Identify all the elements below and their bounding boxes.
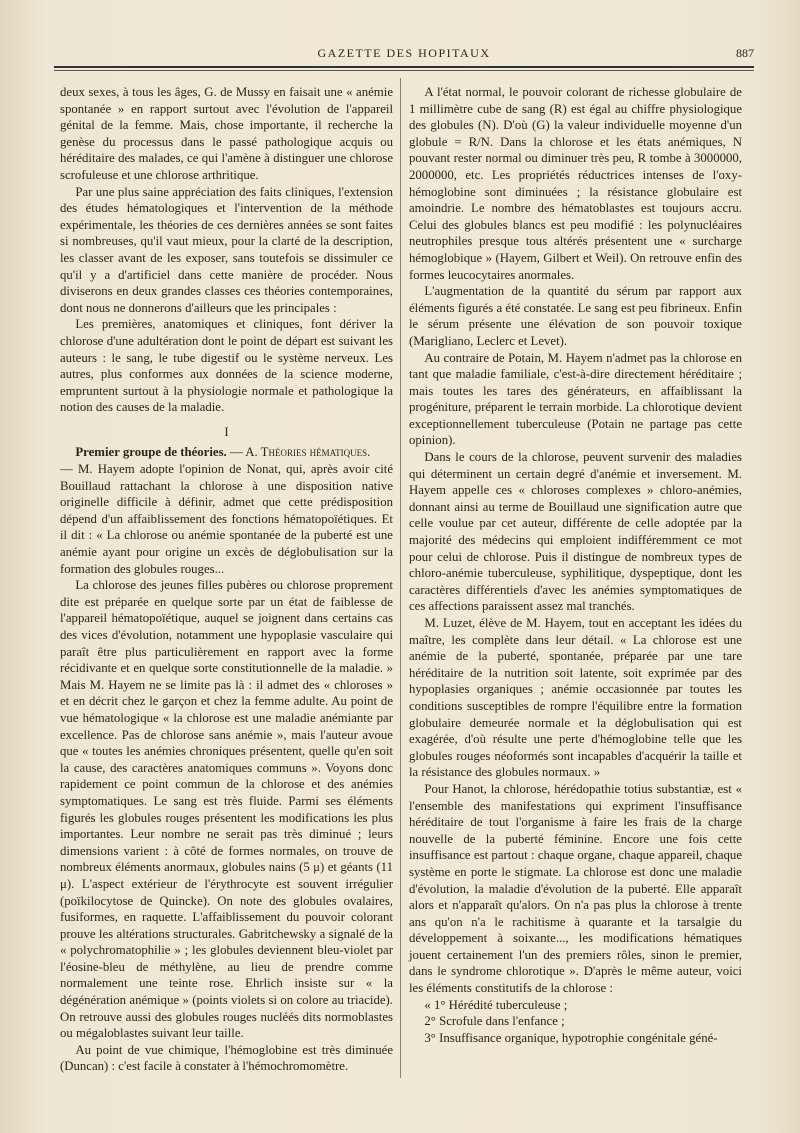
paragraph: Les premières, anatomiques et cliniques, font dériver la chlorose d'une adultération dont le point de départ est suivant les auteurs : le sang, le tube digestif ou le système nerveux. Les autres, plus conformes aux données de la science moderne, empruntent surtout à la physiologie normale et pathologique la notion des causes de la maladie. [60, 317, 393, 415]
section-heading: Premier groupe de théories. [75, 445, 227, 460]
paragraph: La chlorose des jeunes filles pubères ou chlorose proprement dite est préparée en quelque sorte par un état de faiblesse de l'appareil hématopoïétique, auquel se joignent dans certains cas des vices d'évolution, notamment une hypoplasie vasculaire qui paraît être plus particulièrement en rapport avec la forme récidivante et en quelque sorte constitutionnelle de la maladie. » Mais M. Hayem ne se limite pas là : il admet des « chloroses » et en décrit chez le garçon et chez la femme adulte. Au point de vue hématologique « la chlorose est une maladie anémiante par excellence. Pas de chlorose sans anémie », mais l'auteur avoue que « toutes les anémies chroniques présentent, quelle qu'en soit la cause, des caractères anatomiques communs ». Voyons donc rapidement ce point commun de la chlorose et des anémies symptomatiques. Le sang est très fluide. Parmi ses éléments figurés les globules rouges présentent les modifications les plus importantes. Leur nombre ne serait pas très diminué ; leurs dimensions varient : à côté de formes normales, on trouve de nombreux éléments anormaux, globules nains (5 μ) et géants (11 μ). L'aspect extérieur de l'érythrocyte est souvent irrégulier (poïkilocytose de Quincke). On note des globules ovalaires, fusiformes, en raquette. L'affaiblissement du pouvoir colorant prouve les altérations structurales. Gabritchewsky a signalé de la « polychromatophilie » ; les globules deviennent bleu-violet par l'éosine-bleu de méthylène, au lieu de prendre comme normalement une teinte rose. Ehrlich insiste sur « la dégénération anémique » (points violets si on colore au triacide). On retrouve aussi des globules rouges nucléés dits normoblastes ou mégaloblastes suivant leur taille. [60, 578, 393, 1041]
paragraph: M. Luzet, élève de M. Hayem, tout en acceptant les idées du maître, les complète dans leur détail. « La chlorose est une anémie de la puberté, spontanée, préparée par une tare héréditaire de la nutrition soit latente, soit exprimée par des hypoplasies organiques ; anémie occasionnée par toutes les conditions susceptibles de rompre l'équilibre entre la formation globulaire demeurée normale et la déglobulisation qui est exagérée, d'où résulte une perte d'hémoglobine telle que les globules rouges néoformés sont incapables d'acquérir la taille et la résistance des globules normaux. » [409, 616, 742, 780]
journal-title: GAZETTE DES HOPITAUX [317, 46, 491, 60]
paragraph: Dans le cours de la chlorose, peuvent survenir des maladies qui déterminent un certain degré d'anémie et inversement. M. Hayem appelle ces « chloroses complexes » chloro-anémies, donnant ainsi au terme de Bouillaud une signification autre que celle voulue par cet auteur, différente de celle adoptée par la majorité des médecins qui emploient indifféremment ce mot pour celui de chlorose. Puis il distingue de nombreux types de chloro-anémie tuberculeuse, syphilitique, dyspeptique, dont les caractères différentiels d'avec les anémies symptomatiques de ces affections paraissent assez mal tranchés. [409, 450, 742, 614]
right-column [409, 84, 742, 1046]
paragraph: A l'état normal, le pouvoir colorant de richesse globulaire de 1 millimètre cube de sang (R) est égal au chiffre physiologique des globules (N). D'où (G) la valeur individuelle moyenne d'un globule = R/N. Dans la chlorose et les états anémiques, N pouvant rester normal ou diminuer très peu, R tombe à 3000000, 2000000, etc. Les propriétés réductrices intenses de l'oxy-hémoglobine sont diminuées ; la résistance globulaire est amoindrie. Le nombre des hématoblastes est toujours accru. Celui des globules blancs est peu modifié : les polynucléaires neutrophiles presque tous altérés présentent une « surcharge hémoglobique » (Hayem, Gilbert et Weil). On retrouve enfin des formes leucocytaires anormales. [409, 85, 742, 282]
section-heading-line [60, 444, 393, 461]
paragraph: Pour Hanot, la chlorose, hérédopathie totius substantiæ, est « l'ensemble des manifestations qui expriment l'insuffisance héréditaire de tout l'organisme à faire les frais de la charge nouvelle de la puberté féminine. Encore une fois cette insuffisance est partout : chaque organe, chaque appareil, chaque système en porte le stigmate. La chlorose est donc une maladie d'évolution, la maladie d'évolution de la puberté. Elle apparaît alors et n'apparaît qu'alors. On n'a pas plus la chlorose à trente ans qu'on n'a le rachitisme à quarante et la tarsalgie du développement à soixante..., les modifications hématiques jouent certainement l'un des premiers rôles, sinon le premier, dans le syndrome chlorotique ». D'après le même auteur, voici les éléments constitutifs de la chlorose : [409, 781, 742, 996]
left-column [60, 84, 393, 1075]
page-number: 887 [736, 46, 754, 60]
list-item: 2° Scrofule dans l'enfance ; [424, 1014, 565, 1029]
section-numeral: I [224, 424, 229, 439]
paragraph: L'augmentation de la quantité du sérum par rapport aux éléments figurés a été constatée. Le sang est peu fibrineux. Enfin le sérum présente une élévation de son pouvoir toxique (Marigliano, Leclerc et Levet). [409, 284, 742, 348]
paragraph: deux sexes, à tous les âges, G. de Mussy en faisait une « anémie spontanée » en rapport surtout avec l'évolution de l'appareil génital de la femme. Mais, chose importante, il recherche la genèse du processus dans le passé pathologique acquis ou héréditaire des malades, ce qui l'amène à distinguer une chlorose scrofuleuse et une chlorose arthritique. [60, 85, 393, 182]
column-divider [400, 78, 401, 1078]
paragraph: Au point de vue chimique, l'hémoglobine est très diminuée (Duncan) : c'est facile à constater à l'hémochromomètre. [60, 1042, 393, 1074]
section-subheading: — A. Théories hématiques. [229, 445, 371, 460]
paragraph: Par une plus saine appréciation des faits cliniques, l'extension des études hématologiques et l'intervention de la méthode expérimentale, les théories de ces dernières années se sont faites si nombreuses, qu'il vaut mieux, pour la clarté de la description, les classer avant de les exposer, sans toutefois se dissimuler ce qu'il y a d'artificiel dans cette manière de procéder. Nous diviserons en deux grandes classes ces théories contemporaines, dont nous ne donnerons d'ailleurs que les principales : [60, 184, 393, 315]
paragraph: Au contraire de Potain, M. Hayem n'admet pas la chlorose en tant que maladie familiale, c'est-à-dire directement héréditaire ; mais toutes les tares des générateurs, en affaiblissant la progéniture, préparent le terrain morbide. La chlorotique devient exceptionnellement tuberculeuse (Potain ne partage pas cette opinion). [409, 350, 742, 448]
list-item: 3° Insuffisance organique, hypotrophie congénitale géné- [424, 1030, 718, 1045]
running-header [54, 44, 754, 64]
header-rule-thin [54, 70, 754, 71]
paragraph: — M. Hayem adopte l'opinion de Nonat, qui, après avoir cité Bouillaud rattachant la chlorose à une disposition native originelle difficile à définir, admet que cette prédisposition dépend d'un affaiblissement des fonctions hématopoïétiques. Et il dit : « La chlorose ou anémie spontanée de la puberté est une anémie ayant pour origine un excès de déglobulisation sur la formation des globules rouges... [60, 462, 393, 576]
list-item: « 1° Hérédité tuberculeuse ; [424, 997, 568, 1012]
header-rule-thick [54, 66, 754, 68]
